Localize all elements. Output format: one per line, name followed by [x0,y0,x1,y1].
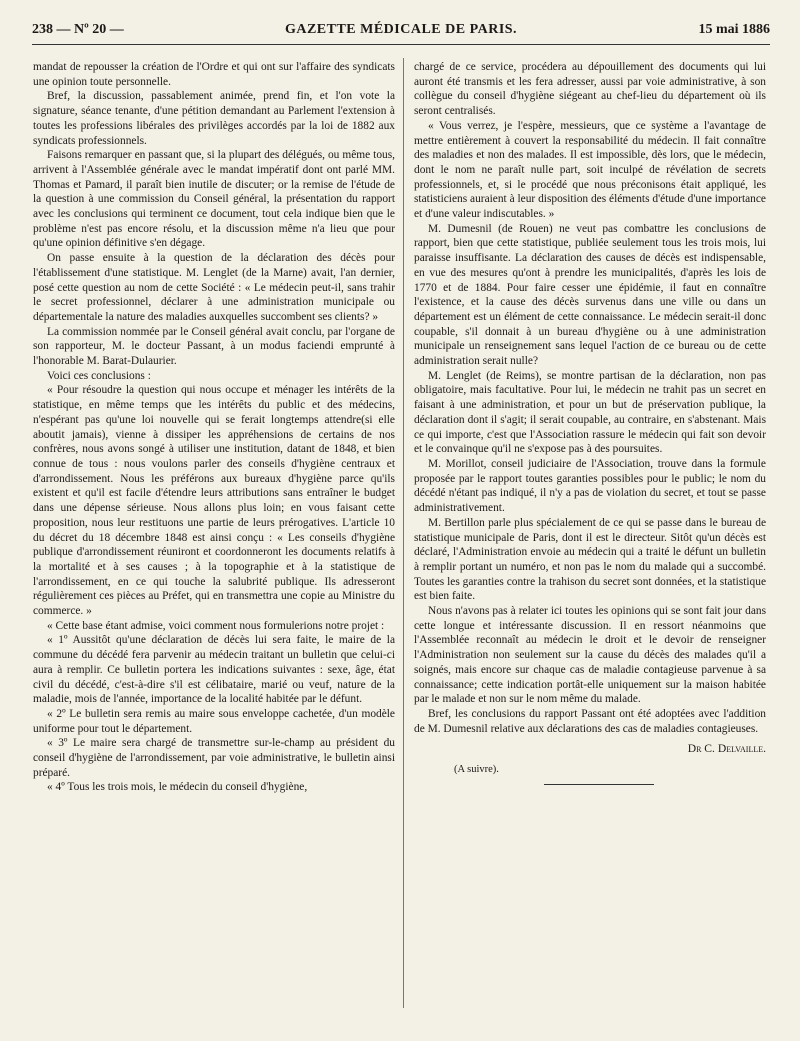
header-rule [32,44,770,45]
paragraph: M. Bertillon parle plus spécialement de ce qui se passe dans le bureau de statistique municipale de Paris, dont il est le directeur. Sitôt qu'un décès est déclaré, l'Administration envoie au médecin qui a traité le défunt un bulletin à remplir portant un numéro, et non pas le nom du malade qui a succombé. Toutes les garanties contre la trahison du secret sont données, et la statistique est bien faite. [414,516,766,603]
end-rule [544,784,654,785]
paragraph: Voici ces conclusions : [47,369,151,382]
paragraph: « Cette base étant admise, voici comment nous formulerions notre projet : [47,619,385,632]
paragraph: « 4º Tous les trois mois, le médecin du conseil d'hygiène, [47,781,308,794]
paragraph: mandat de repousser la création de l'Ordre et qui ont sur l'affaire des syndicats une opinion toute personnelle. [33,61,395,88]
right-column-paragraphs [414,60,766,736]
paragraph: « Pour résoudre la question qui nous occupe et ménager les intérêts de la statistique, en même temps que les intérêts du public et des médecins, n'espérant pas qu'une loi nouvelle qui se ferait longtemps attendre(si elle aboutit jamais), vienne à dissiper les appréhensions de certains de nos confrères, nous avons songé à utiliser une institution, datant de 1848, et bien connue de tous : nous voulons parler des conseils d'hygiène centraux et d'arrondissement. Nous les préférons aux bureaux d'hygiène parce qu'ils existent et qu'il est facile d'étendre leurs attributions sans entraîner le budget dans une dépense sérieuse. Nous allons plus loin; en vous faisant cette proposition, nous leur restituons une partie de leurs prérogatives. L'article 10 du décret du 18 décembre 1848 est ainsi conçu : « Les conseils d'hygiène publique d'arrondissement réuniront et coordonneront les documents relatifs à la mortalité et à ses causes ; à la topographie et à la statistique de l'arrondissement, en ce qui touche la salubrité publique. Ils adresseront régulièrement ces pièces au Préfet, qui en transmettra une copie au Ministre du commerce. » [33,384,395,618]
paragraph: Nous n'avons pas à relater ici toutes les opinions qui se sont fait jour dans cette longue et intéressante discussion. Il en ressort néanmoins que l'Assemblée reconnaît au médecin le droit et le devoir de renseigner l'Administration non seulement sur la cause du décès des malades qu'il a soignés, mais encore sur chaque cas de maladie contagieuse parvenue à sa connaissance; cette indication portât-elle uniquement sur la maison habitée par le malade et non sur le nom même du malade. [414,605,766,706]
paragraph: « 3º Le maire sera chargé de transmettre sur-le-champ au président du conseil d'hygiène de l'arrondissement, par voie administrative, le bulletin ainsi préparé. [33,737,395,779]
page-header [32,22,770,42]
paragraph: M. Lenglet (de Reims), se montre partisan de la déclaration, non pas obligatoire, mais facultative. Pour lui, le médecin ne trahit pas un secret en faisant à une administration, et pour un but de préservation publique, la déclaration dont il s'agit; il serait coupable, au contraire, en s'abstenant. Mais ce qui importe, c'est que l'Association rassure le médecin qui fait son devoir et le convainque qu'il ne s'expose pas à des poursuites. [414,369,766,456]
paragraph: On passe ensuite à la question de la déclaration des décès pour l'établissement d'une statistique. M. Lenglet (de la Marne) avait, l'an dernier, posé cette question au nom de cette Société : « Le médecin peut-il, sans trahir le secret professionnel, déclarer à une administration municipale ou départementale la nature des maladies auxquelles succombent ses clients? » [33,252,395,323]
signature [414,742,766,757]
right-column [414,60,766,785]
paragraph: « Vous verrez, je l'espère, messieurs, que ce système a l'avantage de mettre entièrement à couvert la responsabilité du médecin. Il fait connaître des maladies et non des malades. Il est impossible, dès lors, que le médecin, dont le nom ne paraît nulle part, soit inculpé de révélation de secrets professionnels, et, si le procédé que nous préconisons était appliqué, les statisticiens auraient à leur disposition des éléments d'étude d'une importance et d'une valeur indiscutables. » [414,119,766,221]
paragraph: « 1º Aussitôt qu'une déclaration de décès lui sera faite, le maire de la commune du décédé fera parvenir au médecin traitant un bulletin que celui-ci aura à remplir. Ce bulletin portera les indications suivantes : sexe, âge, état civil du décédé, c'est-à-dire s'il est célibataire, marié ou veuf, nature de la maladie, mois de l'année, importance de la localité habitée par le défunt. [33,634,395,706]
column-divider [403,58,404,1008]
issue-date: 15 mai 1886 [698,22,770,37]
page-number: 238 — Nº 20 — [32,22,124,37]
paragraph: M. Morillot, conseil judiciaire de l'Association, trouve dans la formule proposée par le rapport toutes garanties possibles pour le public; le nom du décédé n'étant pas indiqué, il n'y a pas de violation du secret, et tout se passe administrativement. [414,457,766,515]
to-be-continued: (A suivre). [454,764,499,776]
journal-title: GAZETTE MÉDICALE DE PARIS. [284,22,518,37]
paragraph: « 2º Le bulletin sera remis au maire sous enveloppe cachetée, d'un modèle uniforme pour tout le département. [33,707,395,735]
paragraph: M. Dumesnil (de Rouen) ne veut pas combattre les conclusions de rapport, bien que cette statistique, publiée seulement tous les trois mois, lui paraisse insuffisante. La déclaration des causes de décès est indispensable, en vue des mesures qu'ont à prendre les municipalités, d'après les lois de 1770 et de 1884. Pour faire cesser une épidémie, il faut en connaître l'existence, et la cause des décès survenus dans une ville ou dans un département est un élément de cette connaissance. Le médecin serait-il donc coupable, s'il donnait à un bureau d'hygiène ou à une administration municipale un renseignement sans lequel l'action de ce bureau ou de cette administration serait nulle? [414,222,766,368]
paragraph: Bref, les conclusions du rapport Passant ont été adoptées avec l'addition de M. Dumesnil relative aux déclarations des cas de maladies contagieuses. [414,707,766,735]
left-column [33,60,395,795]
signature-text: Dr C. Delvaille. [687,742,766,756]
paragraph: La commission nommée par le Conseil général avait conclu, par l'organe de son rapporteur, M. le docteur Passant, à un modus faciendi emprunté à l'honorable M. Barat-Dulaurier. [33,325,395,368]
paragraph: Faisons remarquer en passant que, si la plupart des délégués, ou même tous, arrivent à l'Assemblée générale avec le mandat impératif dont ont parlé MM. Thomas et Pamard, il paraît bien inutile de discuter; or la remise de l'étude de la question à une commission du Conseil général, la présentation du rapport avec les conclusions qui terminent ce document, tout cela indique bien que le problème n'est pas encore résolu, et la discussion même n'a lieu que pour qu'une opinion définitive s'en dégage. [33,149,395,250]
paragraph: chargé de ce service, procédera au dépouillement des documents qui lui auront été transmis et les fera adresser, aussi par voie administrative, à son collègue du conseil d'hygiène siégeant au chef-lieu du département où ils seront centralisés. [414,61,766,118]
paragraph: Bref, la discussion, passablement animée, prend fin, et l'on vote la signature, séance tenante, d'une pétition demandant au Parlement l'extension à toutes les professions libérales des privilèges accordés par la loi de 1882 aux syndicats professionnels. [33,90,395,147]
